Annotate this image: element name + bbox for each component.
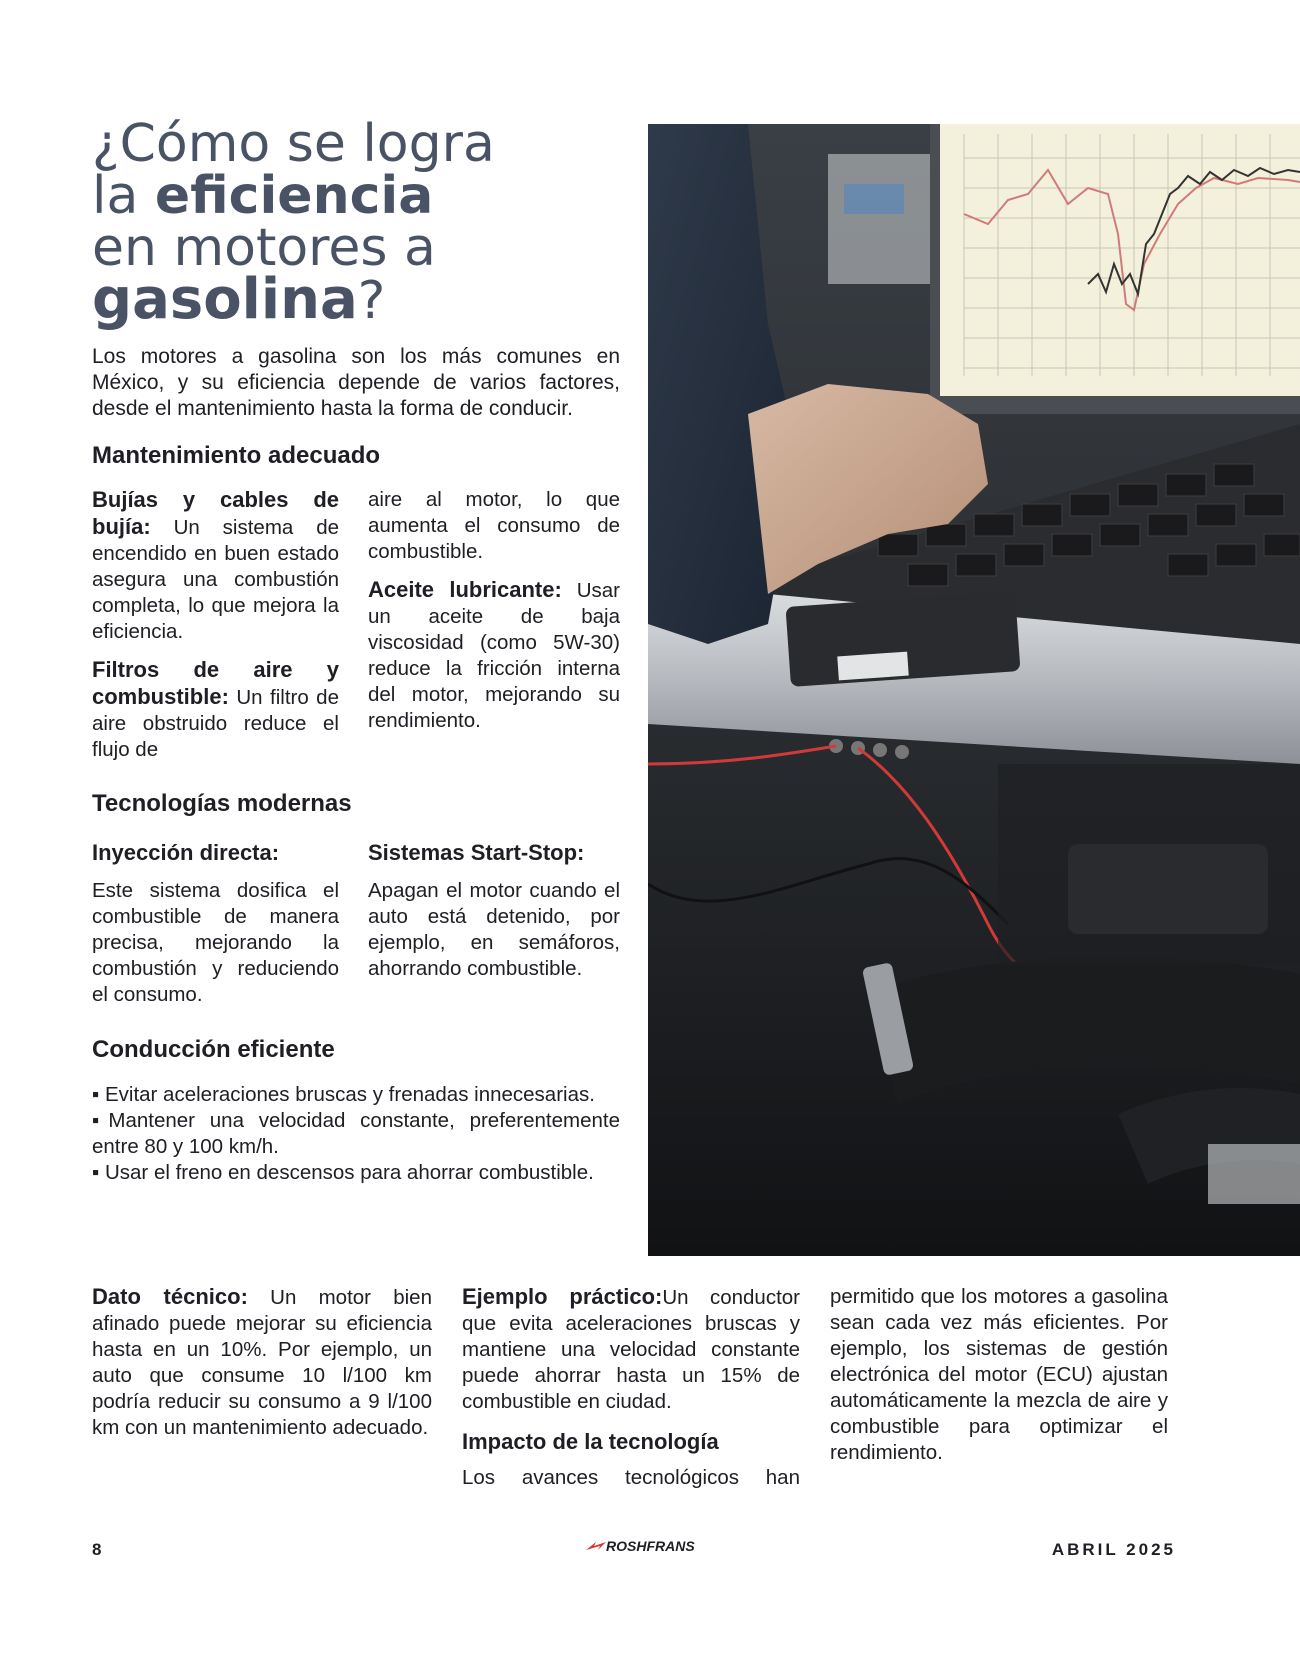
photo-illustration [648, 124, 1300, 1256]
brand-mark-icon [586, 1540, 606, 1552]
title-line-2: la eficiencia [92, 166, 434, 226]
term-bujias: Bujías y cables de bujía: [92, 487, 339, 539]
brand-logo: ROSHFRANS [586, 1538, 695, 1554]
term-aceite: Aceite lubricante: [368, 577, 562, 602]
para-filtros: Filtros de aire y combustible: Un filtro de aire obstruido reduce el flujo de [92, 657, 339, 761]
title-line-3: en motores a [92, 218, 436, 278]
para-impacto: Los avances tecnológicos han [462, 1466, 800, 1489]
term-inyeccion: Inyección directa: [92, 840, 280, 865]
para-impacto-cont: permitido que los motores a gasolina sean cada vez más eficientes. Por ejemplo, los sistemas de gestión electrónica del motor (ECU) ajustan automáticamente la mezcla de aire y combustible para optimizar el rendimiento. [830, 1285, 1168, 1464]
term-filtros: Filtros de aire y combustible: [92, 657, 339, 709]
term-start-stop: Sistemas Start-Stop: [368, 840, 585, 865]
page-number: 8 [92, 1540, 102, 1559]
bullet-item: ▪ Usar el freno en descensos para ahorrar combustible. [92, 1161, 594, 1184]
bullet-list [92, 1082, 620, 1186]
para-ejemplo: Ejemplo práctico:Un conductor que evita aceleraciones bruscas y mantiene una velocidad constante puede ahorrar hasta un 15% de combustible en ciudad. [462, 1284, 800, 1413]
title-emphasis-eficiencia: eficiencia [154, 166, 434, 226]
heading-conduccion: Conducción eficiente [92, 1036, 335, 1063]
title-emphasis-gasolina: gasolina [92, 267, 358, 332]
para-filtros-cont: aire al motor, lo que aumenta el consumo de combustible. [368, 488, 620, 563]
para-start-stop: Apagan el motor cuando el auto está detenido, por ejemplo, en semáforos, ahorrando combustible. [368, 879, 620, 980]
col-maint-right [368, 487, 620, 734]
page-title [92, 114, 612, 332]
para-bujias: Bujías y cables de bujía: Un sistema de encendido en buen estado asegura una combustión completa, lo que mejora la eficiencia. [92, 487, 340, 643]
col-maint-left [92, 487, 339, 763]
lead-paragraph: Los motores a gasolina son los más comunes en México, y su eficiencia depende de varios factores, desde el mantenimiento hasta la forma de conducir. [92, 345, 620, 420]
issue-date: ABRIL 2025 [1051, 1540, 1176, 1559]
heading-impacto: Impacto de la tecnología [462, 1429, 719, 1454]
term-dato-tecnico: Dato técnico: [92, 1284, 248, 1309]
para-aceite: Aceite lubricante: Usar un aceite de baja viscosidad (como 5W-30) reduce la fricción interna del motor, mejorando su rendimiento. [368, 577, 621, 732]
col-bottom-middle [462, 1284, 800, 1491]
title-line-1: ¿Cómo se logra [92, 114, 495, 174]
para-inyeccion: Este sistema dosifica el combustible de manera precisa, mejorando la combustión y reduciendo el consumo. [92, 879, 339, 1006]
bullet-item: ▪Mantener una velocidad constante, preferentemente entre 80 y 100 km/h. [92, 1109, 620, 1158]
title-line-4: gasolina? [92, 267, 386, 332]
laptop-engine-photo [648, 124, 1300, 1256]
heading-tecnologias: Tecnologías modernas [92, 790, 352, 817]
heading-mantenimiento: Mantenimiento adecuado [92, 442, 381, 469]
para-dato-tecnico: Dato técnico: Un motor bien afinado puede mejorar su eficiencia hasta en un 10%. Por ejemplo, un auto que consume 10 l/100 km podría reducir su consumo a 9 l/100 km con un mantenimiento adecuado. [92, 1284, 432, 1439]
term-ejemplo: Ejemplo práctico: [462, 1284, 663, 1309]
bullet-item: ▪ Evitar aceleraciones bruscas y frenadas innecesarias. [92, 1083, 595, 1106]
